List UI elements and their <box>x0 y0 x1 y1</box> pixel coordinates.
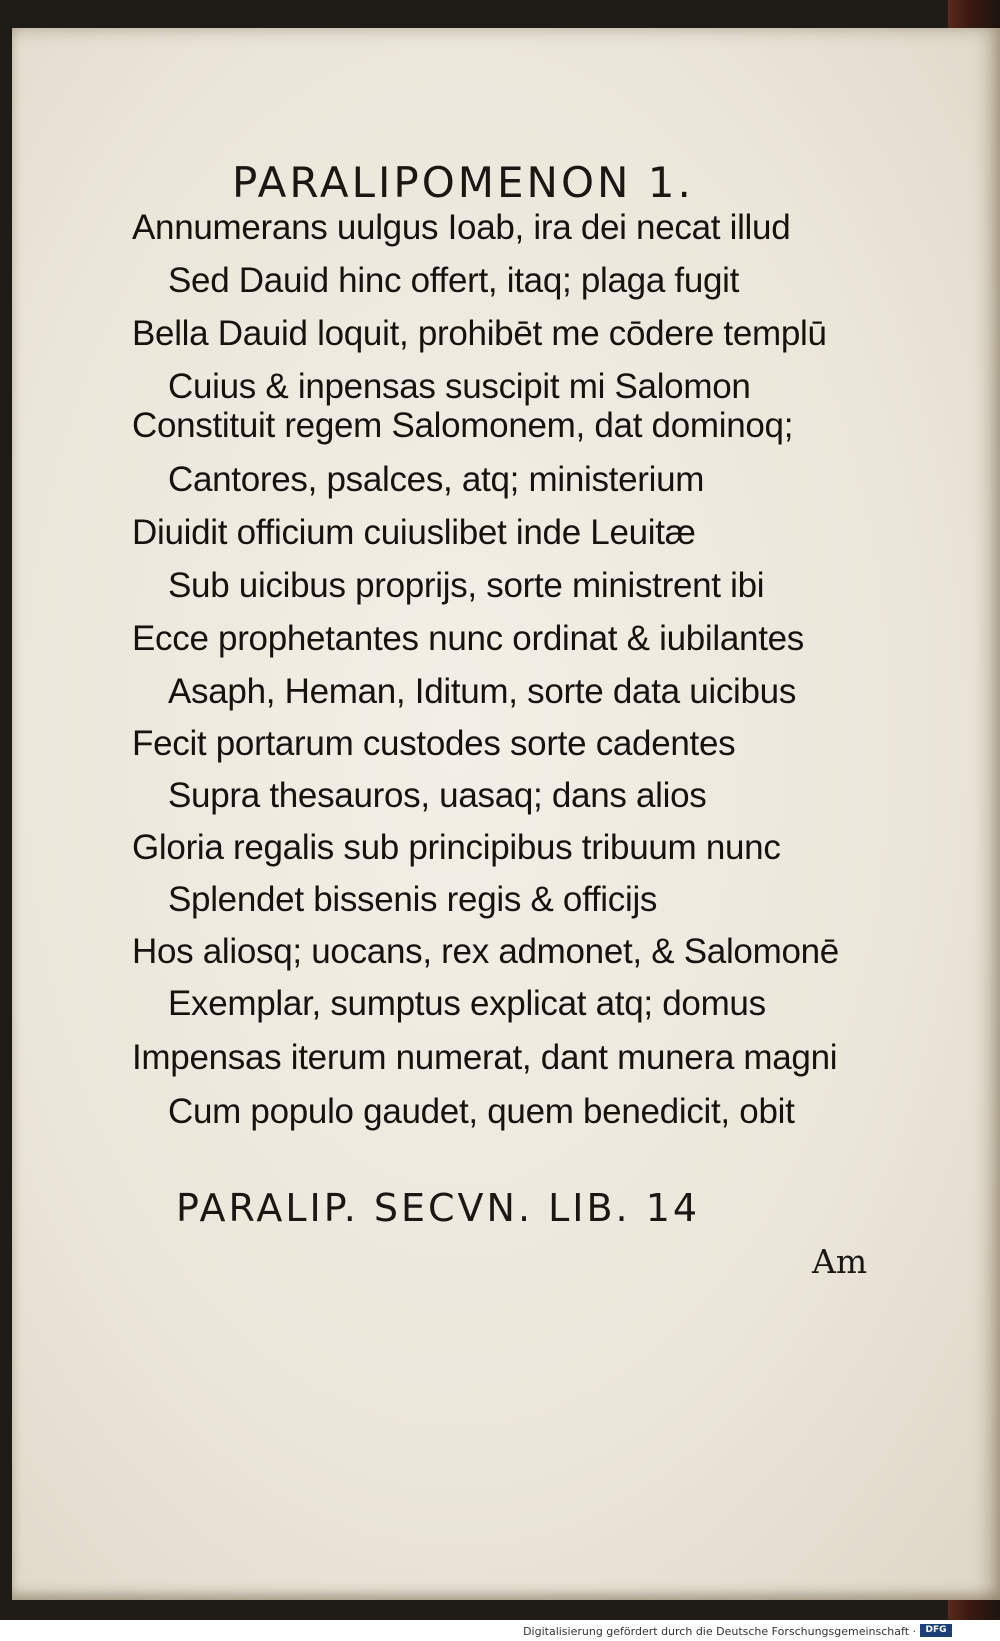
verse-line: Cuius & inpensas suscipit mi Salomon <box>168 367 751 406</box>
verse-line: Exemplar, sumptus explicat atq; domus <box>168 984 766 1023</box>
verse-line: Sub uicibus proprijs, sorte ministrent ibi <box>168 566 765 605</box>
page-header: PARALIPOMENON 1. <box>232 158 694 207</box>
verse-line: Annumerans uulgus Ioab, ira dei necat illud <box>132 208 791 247</box>
verse-line: Supra thesauros, uasaq; dans alios <box>168 776 707 815</box>
verse-line: Impensas iterum numerat, dant munera magni <box>132 1038 838 1077</box>
dfg-logo: DFG <box>920 1624 952 1637</box>
verse-line: Constituit regem Salomonem, dat dominoq; <box>132 406 794 445</box>
book-section-title: PARALIP. SECVN. LIB. 14 <box>176 1186 701 1230</box>
verse-line: Cantores, psalces, atq; ministerium <box>168 460 705 499</box>
verse-line: Bella Dauid loquit, prohibēt me cōdere templū <box>132 314 827 353</box>
verse-line: Splendet bissenis regis & officijs <box>168 880 658 919</box>
verse-line: Gloria regalis sub principibus tribuum nunc <box>132 828 781 867</box>
attribution-text: Digitalisierung gefördert durch die Deutsche Forschungsgemeinschaft · <box>523 1625 916 1638</box>
verse-line: Ecce prophetantes nunc ordinat & iubilantes <box>132 619 804 658</box>
verse-line: Asaph, Heman, Iditum, sorte data uicibus <box>168 672 797 711</box>
verse-line: Fecit portarum custodes sorte cadentes <box>132 724 736 763</box>
verse-line: Hos aliosq; uocans, rex admonet, & Salomonē <box>132 932 839 971</box>
verse-line: Diuidit officium cuiuslibet inde Leuitæ <box>132 513 696 552</box>
verse-line: Cum populo gaudet, quem benedicit, obit <box>168 1092 795 1131</box>
verse-line: Sed Dauid hinc offert, itaq; plaga fugit <box>168 261 740 300</box>
catchword: Am <box>812 1242 868 1281</box>
